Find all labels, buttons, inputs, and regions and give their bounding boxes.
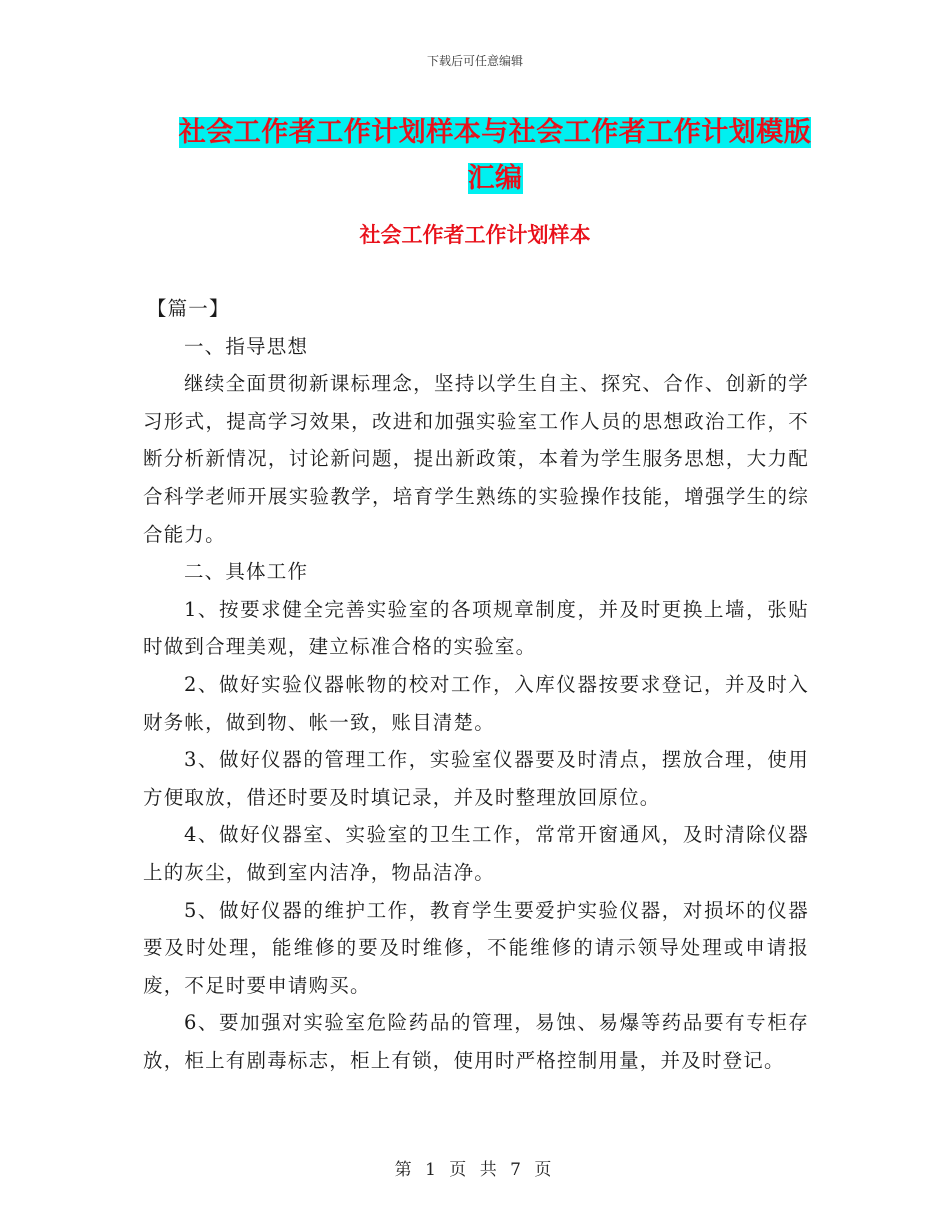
document-title [150,110,840,202]
paragraph: 2、做好实验仪器帐物的校对工作，入库仪器按要求登记，并及时入财务帐，做到物、帐一致，账目清楚。 [143,672,809,734]
page-footer: 第 1 页 共 7 页 [394,1160,556,1180]
document-title-line1: 社会工作者工作计划样本与社会工作者工作计划模版 [178,117,812,148]
document-title-line2: 汇编 [467,163,523,194]
header-note: 下载后可任意编辑 [426,54,523,68]
document-body [143,290,809,1079]
paragraph: 3、做好仪器的管理工作，实验室仪器要及时清点，摆放合理，使用方便取放，借还时要及时填记录，并及时整理放回原位。 [143,748,809,809]
heading-specific-work: 二、具体工作 [183,560,309,584]
paragraph: 1、按要求健全完善实验室的各项规章制度，并及时更换上墙，张贴时做到合理美观，建立标准合格的实验室。 [143,597,809,659]
article-label: 【篇一】 [146,297,230,320]
heading-guiding-thought: 一、指导思想 [183,334,309,358]
paragraph: 4、做好仪器室、实验室的卫生工作，常常开窗通风，及时清除仪器上的灰尘，做到室内洁净，物品洁净。 [143,823,809,884]
section-title: 社会工作者工作计划样本 [359,223,591,247]
paragraph: 继续全面贯彻新课标理念，坚持以学生自主、探究、合作、创新的学习形式，提高学习效果，改进和加强实验室工作人员的思想政治工作，不断分析新情况，讨论新问题，提出新政策，本着为学生服务思想，大力配合科学老师开展实验教学，培育学生熟练的实验操作技能，增强学生的综合能力。 [143,372,809,546]
paragraph: 6、要加强对实验室危险药品的管理，易蚀、易爆等药品要有专柜存放，柜上有剧毒标志，柜上有锁，使用时严格控制用量，并及时登记。 [143,1011,809,1072]
paragraph: 5、做好仪器的维护工作，教育学生要爱护实验仪器，对损坏的仪器要及时处理，能维修的要及时维修，不能维修的请示领导处理或申请报废，不足时要申请购买。 [143,898,809,997]
